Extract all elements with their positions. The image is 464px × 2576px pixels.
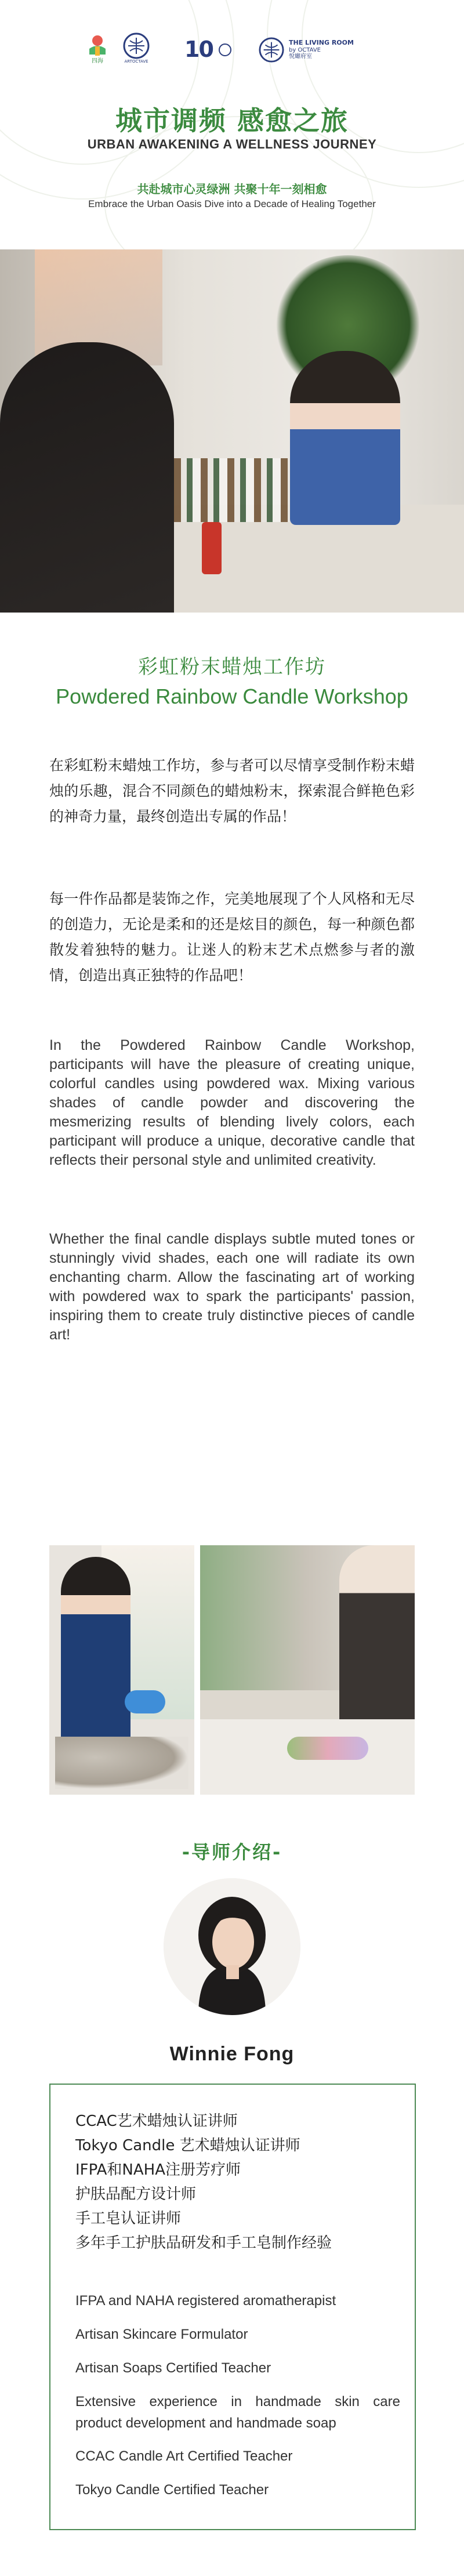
workshop-description-cn-2: 每一件作品都是装饰之作，完美地展现了个人风格和无尽的创造力，无论是柔和的还是炫目的颜色，每一种颜色都散发着独特的魅力。让迷人的粉末艺术点燃参与者的激情，创造出真正独特的作品吧！ — [49, 890, 415, 984]
sihai-logo-icon — [86, 32, 109, 58]
credential-en: Extensive experience in handmade skin care product development and handmade soap — [75, 2394, 400, 2431]
workshop-description-en-1: In the Powdered Rainbow Candle Workshop, participants will have the pleasure of creating unique, colorful candles using powdered wax. Mixing various shades of candle powder and discovering the mesmerizing results of blending lively colors, each participant will produce a unique, decorative candle that reflects their personal style and unlimited creativity. — [49, 1037, 415, 1168]
workshop-description-en-2: Whether the final candle displays subtle muted tones or stunningly vivid shades, each one will radiate its own enchanting charm. Allow the fascinating art of working with powdered wax to spark the participants' passion, inspiring them to create truly distinctive pieces of candle art! — [49, 1231, 415, 1343]
credential-en: Artisan Soaps Certified Teacher — [75, 2360, 271, 2376]
header-banner — [0, 0, 464, 249]
workshop-photo-right — [200, 1545, 415, 1795]
photo-right-person — [339, 1545, 415, 1737]
event-subtitle-cn: 共赴城市心灵绿洲 共聚十年一刻相愈 — [137, 182, 327, 196]
photo-left-person — [61, 1557, 130, 1748]
living-room-line2: by OCTAVE — [289, 46, 321, 53]
credential-en: CCAC Candle Art Certified Teacher — [75, 2448, 293, 2464]
photo-right-candles — [287, 1737, 368, 1760]
photo-left-bowls — [55, 1737, 188, 1789]
logo-artoctave — [123, 32, 150, 67]
living-room-logo-icon — [259, 37, 284, 63]
credential-en: IFPA and NAHA registered aromatherapist — [75, 2293, 336, 2309]
photo-red-bottle — [202, 522, 222, 574]
hero-workshop-photo — [0, 249, 464, 613]
mentor-portrait — [164, 1878, 300, 2015]
workshop-photo-left — [49, 1545, 194, 1795]
mentor-heading: -导师介绍- — [182, 1841, 282, 1863]
anniversary-ring-icon — [217, 42, 233, 57]
credential-en: Tokyo Candle Certified Teacher — [75, 2482, 269, 2498]
photo-left-glove — [125, 1690, 165, 1713]
photo-participant — [0, 342, 174, 613]
mentor-avatar — [164, 1878, 300, 2015]
logo-tenth-number: 10 — [184, 37, 213, 63]
living-room-line1: THE LIVING ROOM — [289, 39, 354, 47]
mentor-name: Winnie Fong — [169, 2043, 295, 2065]
workshop-title-en: Powdered Rainbow Candle Workshop — [56, 684, 408, 708]
logo-sihai-caption: 四海 — [92, 58, 103, 64]
living-room-text — [289, 39, 354, 60]
logo-sihai — [86, 32, 109, 67]
living-room-line3: 悅廳府室 — [289, 53, 312, 60]
credential-en: Artisan Skincare Formulator — [75, 2327, 248, 2342]
photo-presenter — [290, 351, 400, 525]
credential-cn: 手工皂认证讲师 — [75, 2210, 182, 2227]
partner-logos — [0, 32, 464, 67]
workshop-title-cn: 彩虹粉末蜡烛工作坊 — [138, 655, 326, 679]
event-title-cn: 城市调频 感愈之旅 — [115, 105, 349, 136]
artoctave-logo-icon — [123, 32, 150, 59]
workshop-description-cn-1: 在彩虹粉末蜡烛工作坊，参与者可以尽情享受制作粉末蜡烛的乐趣，混合不同颜色的蜡烛粉末，探索混合鲜艳色彩的神奇力量，最终创造出专属的作品！ — [49, 757, 415, 825]
logo-artoctave-caption: ARTOCTAVE — [124, 59, 148, 64]
credential-cn: Tokyo Candle 艺术蜡烛认证讲师 — [75, 2137, 300, 2154]
logo-tenth-anniversary — [184, 32, 233, 67]
logo-living-room — [259, 32, 354, 67]
credential-cn: IFPA和NAHA注册芳疗师 — [75, 2161, 241, 2179]
event-subtitle-en: Embrace the Urban Oasis Dive into a Decade of Healing Together — [88, 198, 376, 209]
event-title-en: URBAN AWAKENING A WELLNESS JOURNEY — [87, 137, 377, 151]
credential-cn: CCAC艺术蜡烛认证讲师 — [75, 2113, 238, 2130]
credential-cn: 护肤品配方设计师 — [75, 2186, 197, 2203]
credential-cn: 多年手工护肤品研发和手工皂制作经验 — [75, 2234, 332, 2252]
